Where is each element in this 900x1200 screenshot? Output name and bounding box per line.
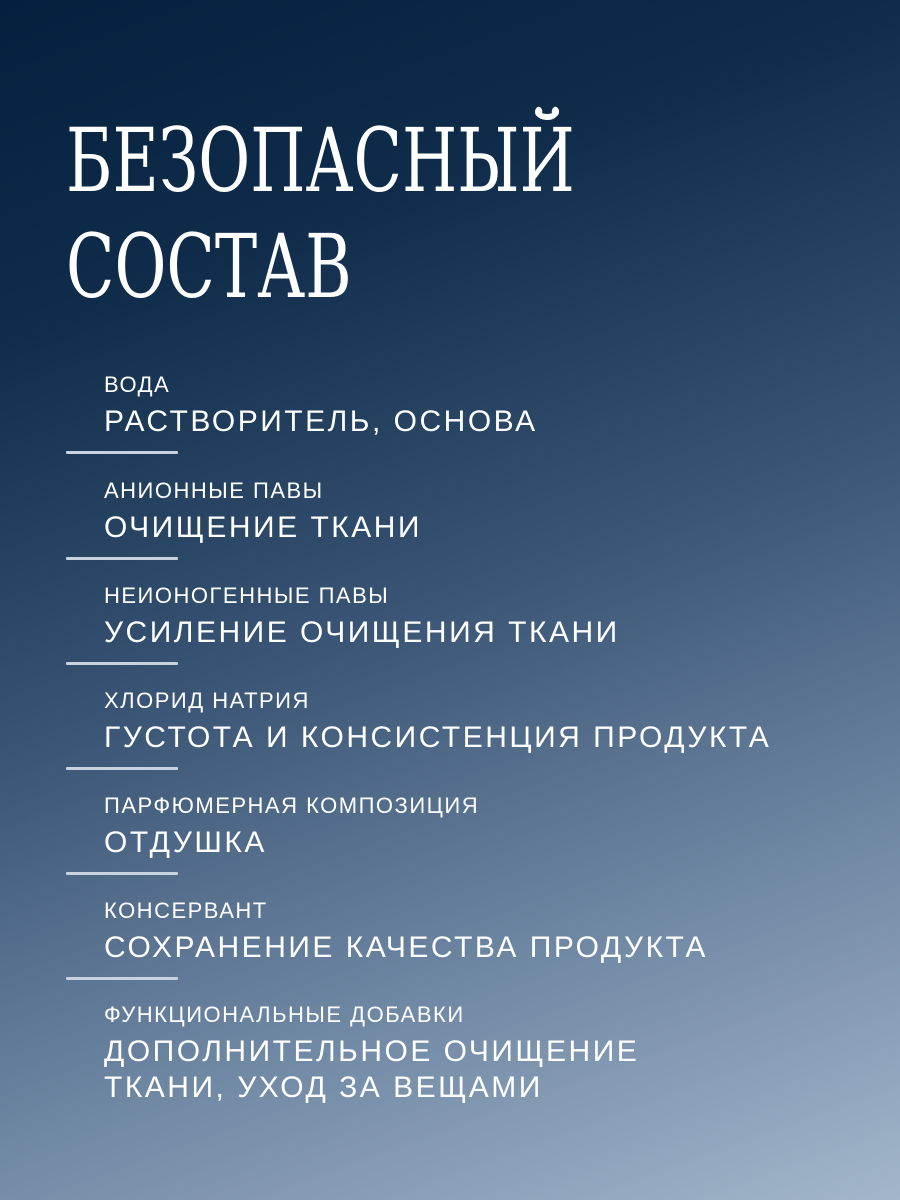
divider bbox=[66, 767, 178, 770]
divider bbox=[66, 451, 178, 454]
ingredient-role: СОХРАНЕНИЕ КАЧЕСТВА ПРОДУКТА bbox=[104, 931, 708, 964]
ingredient-role: УСИЛЕНИЕ ОЧИЩЕНИЯ ТКАНИ bbox=[104, 616, 620, 649]
divider bbox=[66, 662, 178, 665]
ingredient-role: РАСТВОРИТЕЛЬ, ОСНОВА bbox=[104, 405, 538, 438]
ingredient-role: ОТДУШКА bbox=[104, 826, 267, 859]
divider bbox=[66, 557, 178, 560]
ingredient-item-nonionic-surfactants bbox=[104, 583, 884, 651]
ingredient-item-water bbox=[104, 372, 884, 440]
ingredient-item-fragrance bbox=[104, 793, 884, 861]
title-line-2: СОСТАВ bbox=[66, 215, 352, 318]
page-title bbox=[66, 108, 773, 320]
ingredient-name: ПАРФЮМЕРНАЯ КОМПОЗИЦИЯ bbox=[104, 793, 480, 818]
ingredient-item-preservative bbox=[104, 898, 884, 966]
title-line-1: БЕЗОПАСНЫЙ bbox=[66, 109, 575, 212]
ingredient-role: ОЧИЩЕНИЕ ТКАНИ bbox=[104, 511, 422, 544]
divider bbox=[66, 872, 178, 875]
ingredient-name: КОНСЕРВАНТ bbox=[104, 898, 268, 923]
ingredient-item-sodium-chloride bbox=[104, 688, 884, 756]
divider bbox=[66, 977, 178, 980]
ingredient-name: НЕИОНОГЕННЫЕ ПАВЫ bbox=[104, 583, 390, 608]
ingredient-item-anionic-surfactants bbox=[104, 478, 884, 546]
ingredient-item-functional-additives bbox=[104, 1002, 884, 1106]
ingredient-name: АНИОННЫЕ ПАВЫ bbox=[104, 478, 324, 503]
ingredient-role: ДОПОЛНИТЕЛЬНОЕ ОЧИЩЕНИЕ ТКАНИ, УХОД ЗА ВЕЩАМИ bbox=[104, 1035, 640, 1104]
ingredient-name: ФУНКЦИОНАЛЬНЫЕ ДОБАВКИ bbox=[104, 1002, 465, 1027]
ingredient-name: ВОДА bbox=[104, 372, 171, 397]
ingredient-role: ГУСТОТА И КОНСИСТЕНЦИЯ ПРОДУКТА bbox=[104, 721, 772, 754]
ingredient-name: ХЛОРИД НАТРИЯ bbox=[104, 688, 310, 713]
